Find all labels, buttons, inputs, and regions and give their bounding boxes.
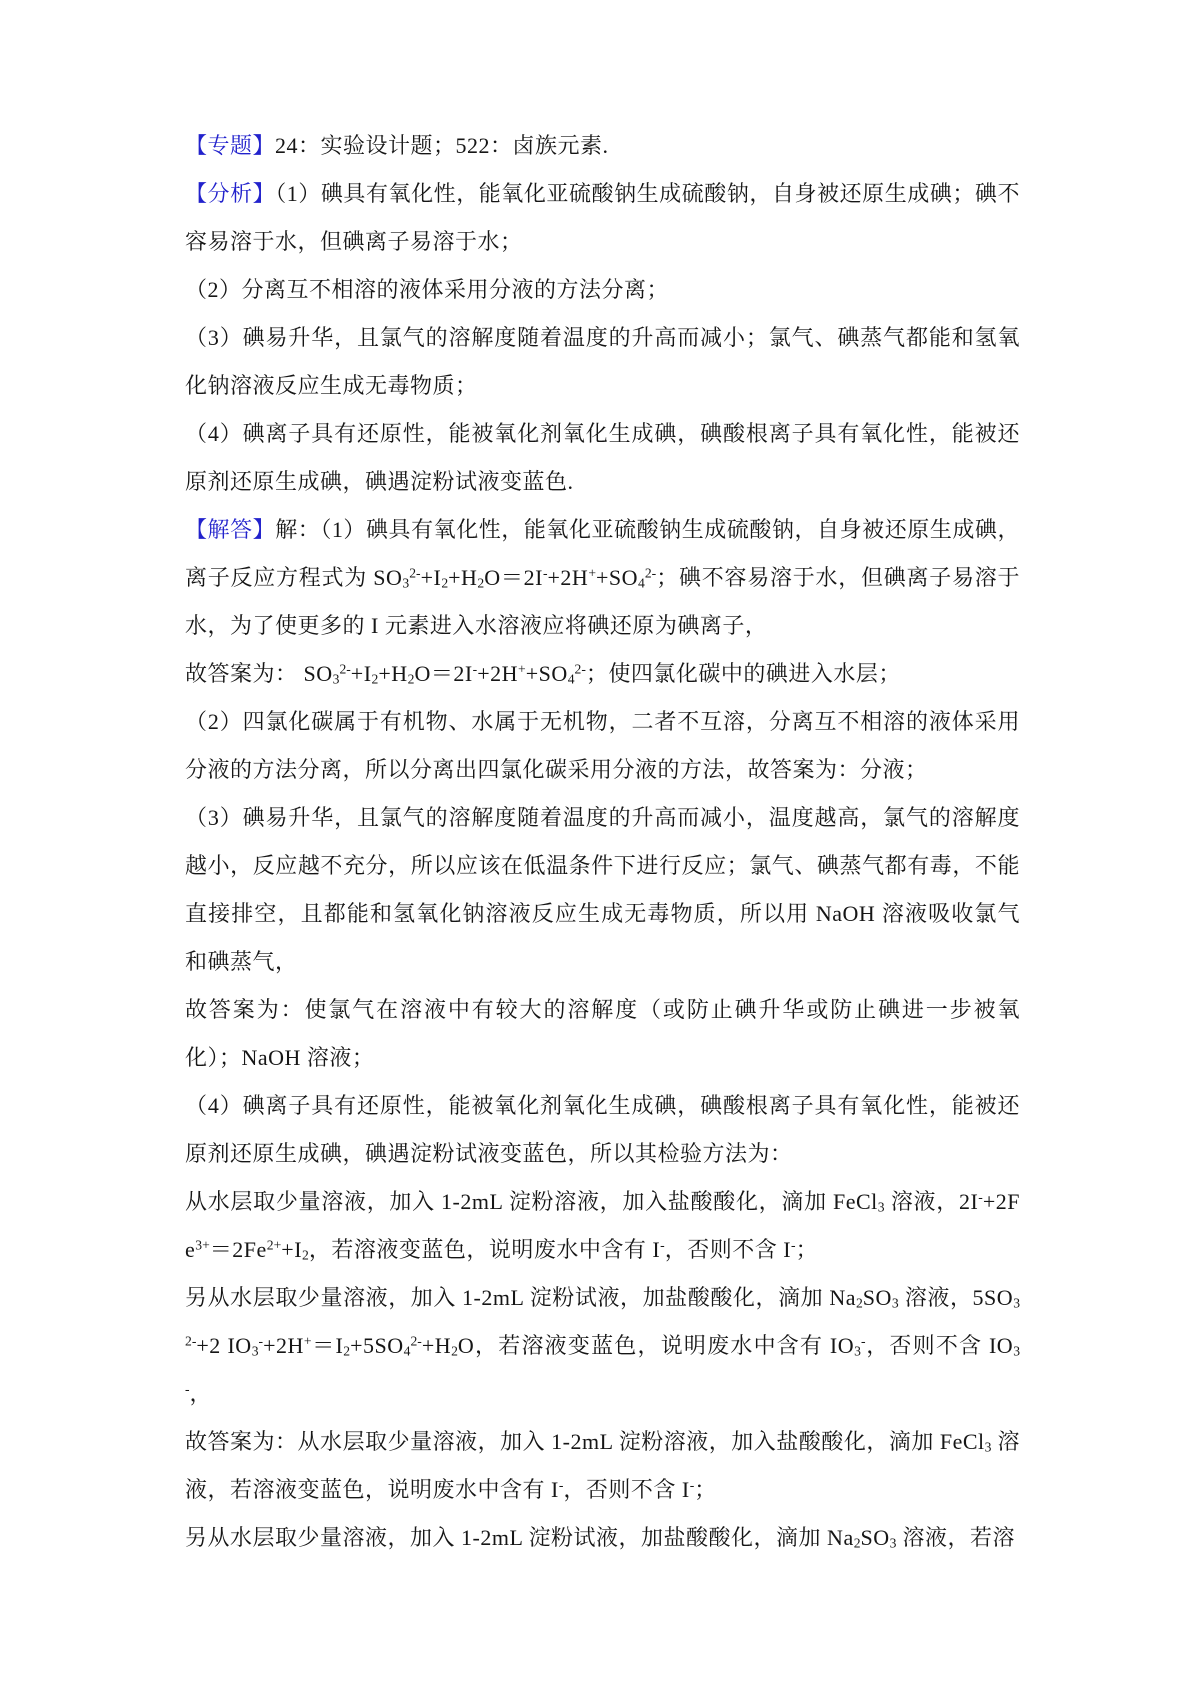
analysis-point-2 — [185, 266, 1020, 314]
answer-3-conclusion — [185, 986, 1020, 1082]
analysis-point-3 — [185, 314, 1020, 410]
paragraph-text: 故答案为：使氯气在溶液中有较大的溶解度（或防止碘升华或防止碘进一步被氧化）；NaOH 溶液； — [185, 997, 1020, 1070]
analysis-tag: 【分析】 — [185, 181, 276, 206]
topic-text: 24：实验设计题；522：卤族元素. — [275, 133, 609, 158]
paragraph-text: 从水层取少量溶液，加入 1-2mL 淀粉溶液，加入盐酸酸化，滴加 FeCl$_3$ 溶液，$2I^-+2Fe^{3+}=2Fe^{2+}+I_2$，若溶液变蓝色，说明废水中含有 I-，否则不含 I-； — [185, 1189, 1020, 1263]
topic-line — [185, 122, 1020, 170]
answer-point-3 — [185, 794, 1020, 986]
paragraph-text: 故答案为：从水层取少量溶液，加入 1-2mL 淀粉溶液，加入盐酸酸化，滴加 FeCl$_3$ 溶液，若溶液变蓝色，说明废水中含有 I-，否则不含 I-； — [185, 1429, 1020, 1502]
paragraph-text: （1）碘具有氧化性，能氧化亚硫酸钠生成硫酸钠，自身被还原生成碘；碘不容易溶于水，但碘离子易溶于水； — [185, 181, 1020, 254]
answer-4-conclusion-1 — [185, 1418, 1020, 1514]
analysis-point-4 — [185, 410, 1020, 506]
paragraph-text: 解：（1）碘具有氧化性，能氧化亚硫酸钠生成硫酸钠，自身被还原生成碘，离子反应方程式为 $SO_3^{2-}+I_2+H_2O=2I^-+2H^++SO_4^{2-}$；碘不容易溶于水，但碘离子易溶于水，为了使更多的 I 元素进入水溶液应将碘还原为碘离子， — [185, 517, 1020, 638]
paragraph-text: 另从水层取少量溶液，加入 1-2mL 淀粉试液，加盐酸酸化，滴加 $Na_2SO_3$ 溶液，$5SO_3^{2-}+2$ $IO_3^-+2H^+=I_2+5SO_4^{2-}+H_2O$，若溶液变蓝色，说明废水中含有 $IO_3^-$，否则不含 $IO_3^-$， — [185, 1285, 1021, 1406]
paragraph-text: 故答案为： $SO_3^{2-}+I_2+H_2O=2I^-+2H^++SO_4^{2-}$；使四氯化碳中的碘进入水层； — [185, 661, 901, 687]
answer-point-1 — [185, 506, 1020, 650]
paragraph-text: （2）分离互不相溶的液体采用分液的方法分离； — [185, 277, 670, 302]
answer-point-4 — [185, 1082, 1020, 1178]
answer-4-conclusion-2 — [185, 1514, 1020, 1562]
answer-tag: 【解答】 — [185, 517, 276, 542]
topic-tag: 【专题】 — [185, 133, 276, 158]
analysis-point-1 — [185, 170, 1020, 266]
paragraph-text: （4）碘离子具有还原性，能被氧化剂氧化生成碘，碘酸根离子具有氧化性，能被还原剂还原生成碘，碘遇淀粉试液变蓝色，所以其检验方法为： — [185, 1093, 1020, 1166]
paragraph-text: （4）碘离子具有还原性，能被氧化剂氧化生成碘，碘酸根离子具有氧化性，能被还原剂还原生成碘，碘遇淀粉试液变蓝色. — [185, 421, 1020, 494]
answer-1-conclusion — [185, 650, 1020, 698]
answer-4-test-iodide — [185, 1178, 1020, 1274]
paragraph-text: （3）碘易升华，且氯气的溶解度随着温度的升高而减小，温度越高，氯气的溶解度越小，反应越不充分，所以应该在低温条件下进行反应；氯气、碘蒸气都有毒，不能直接排空，且都能和氢氧化钠溶液反应生成无毒物质，所以用 NaOH 溶液吸收氯气和碘蒸气， — [185, 805, 1020, 974]
paragraph-text: （2）四氯化碳属于有机物、水属于无机物，二者不互溶，分离互不相溶的液体采用分液的方法分离，所以分离出四氯化碳采用分液的方法，故答案为：分液； — [185, 709, 1020, 782]
paragraph-text: （3）碘易升华，且氯气的溶解度随着温度的升高而减小；氯气、碘蒸气都能和氢氧化钠溶液反应生成无毒物质； — [185, 325, 1020, 398]
answer-4-test-iodate — [185, 1274, 1020, 1418]
answer-point-2 — [185, 698, 1020, 794]
paragraph-text: 另从水层取少量溶液，加入 1-2mL 淀粉试液，加盐酸酸化，滴加 $Na_2SO_3$ 溶液，若溶 — [185, 1525, 1015, 1551]
